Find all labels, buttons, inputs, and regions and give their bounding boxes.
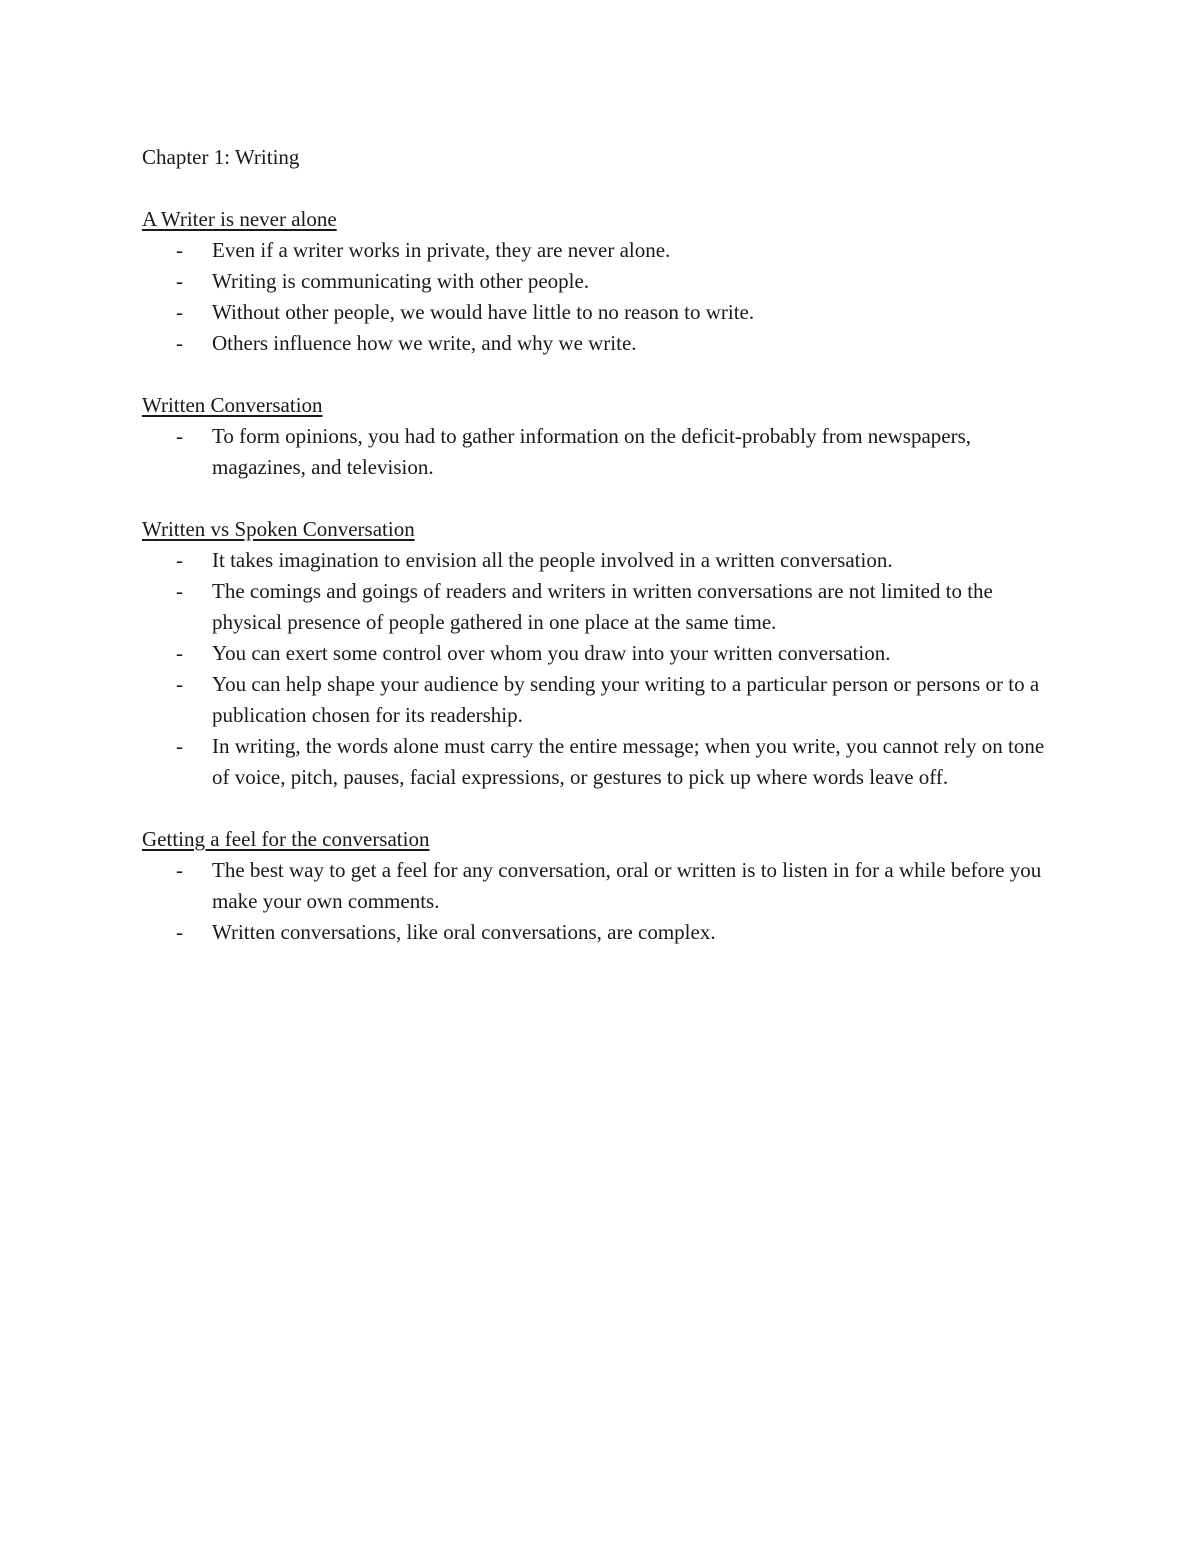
spacer <box>142 173 1062 204</box>
section-written-vs-spoken <box>142 514 1062 793</box>
list-item-text: Even if a writer works in private, they are never alone. <box>212 238 671 262</box>
list-item-text: To form opinions, you had to gather information on the deficit-probably from newspapers, magazines, and television. <box>212 424 972 479</box>
bullet-dash: - <box>176 672 183 696</box>
bullet-dash: - <box>176 858 183 882</box>
bullet-dash: - <box>176 269 183 293</box>
list-item <box>142 576 1062 638</box>
list-item-text: Without other people, we would have little to no reason to write. <box>212 300 755 324</box>
bullet-dash: - <box>176 238 183 262</box>
list-item <box>142 266 1062 297</box>
bullet-dash: - <box>176 548 183 572</box>
bullet-dash: - <box>176 579 183 603</box>
list-item <box>142 669 1062 731</box>
list-item-text: Written conversations, like oral conversations, are complex. <box>212 920 716 944</box>
spacer <box>142 793 1062 824</box>
list-item <box>142 855 1062 917</box>
bullet-dash: - <box>176 641 183 665</box>
document-title: Chapter 1: Writing <box>142 145 300 169</box>
bullet-dash: - <box>176 300 183 324</box>
list-item-text: In writing, the words alone must carry the entire message; when you write, you cannot rely on tone of voice, pitch, pauses, facial expressions, or gestures to pick up where words leave off. <box>212 734 1045 789</box>
bullet-dash: - <box>176 920 183 944</box>
section-heading: Written Conversation <box>142 393 323 417</box>
section-heading: A Writer is never alone <box>142 207 337 231</box>
bullet-dash: - <box>176 424 183 448</box>
bullet-dash: - <box>176 734 183 758</box>
section-getting-a-feel <box>142 824 1062 948</box>
bullet-list <box>142 235 1062 359</box>
list-item <box>142 638 1062 669</box>
section-written-conversation <box>142 390 1062 483</box>
list-item-text: The best way to get a feel for any conversation, oral or written is to listen in for a while before you make your own comments. <box>212 858 1042 913</box>
list-item-text: Writing is communicating with other people. <box>212 269 590 293</box>
bullet-list <box>142 545 1062 793</box>
section-heading: Written vs Spoken Conversation <box>142 517 415 541</box>
section-writer-never-alone <box>142 204 1062 359</box>
bullet-list <box>142 855 1062 948</box>
list-item-text: The comings and goings of readers and writers in written conversations are not limited to the physical presence of people gathered in one place at the same time. <box>212 579 993 634</box>
list-item <box>142 545 1062 576</box>
list-item <box>142 917 1062 948</box>
list-item-text: You can help shape your audience by sending your writing to a particular person or persons or to a publication chosen for its readership. <box>212 672 1040 727</box>
list-item-text: Others influence how we write, and why we write. <box>212 331 637 355</box>
list-item <box>142 731 1062 793</box>
spacer <box>142 483 1062 514</box>
section-heading: Getting a feel for the conversation <box>142 827 430 851</box>
spacer <box>142 359 1062 390</box>
bullet-dash: - <box>176 331 183 355</box>
list-item <box>142 328 1062 359</box>
list-item-text: You can exert some control over whom you draw into your written conversation. <box>212 641 891 665</box>
document-page <box>142 142 1062 948</box>
list-item <box>142 421 1062 483</box>
list-item <box>142 297 1062 328</box>
list-item-text: It takes imagination to envision all the people involved in a written conversation. <box>212 548 893 572</box>
list-item <box>142 235 1062 266</box>
bullet-list <box>142 421 1062 483</box>
